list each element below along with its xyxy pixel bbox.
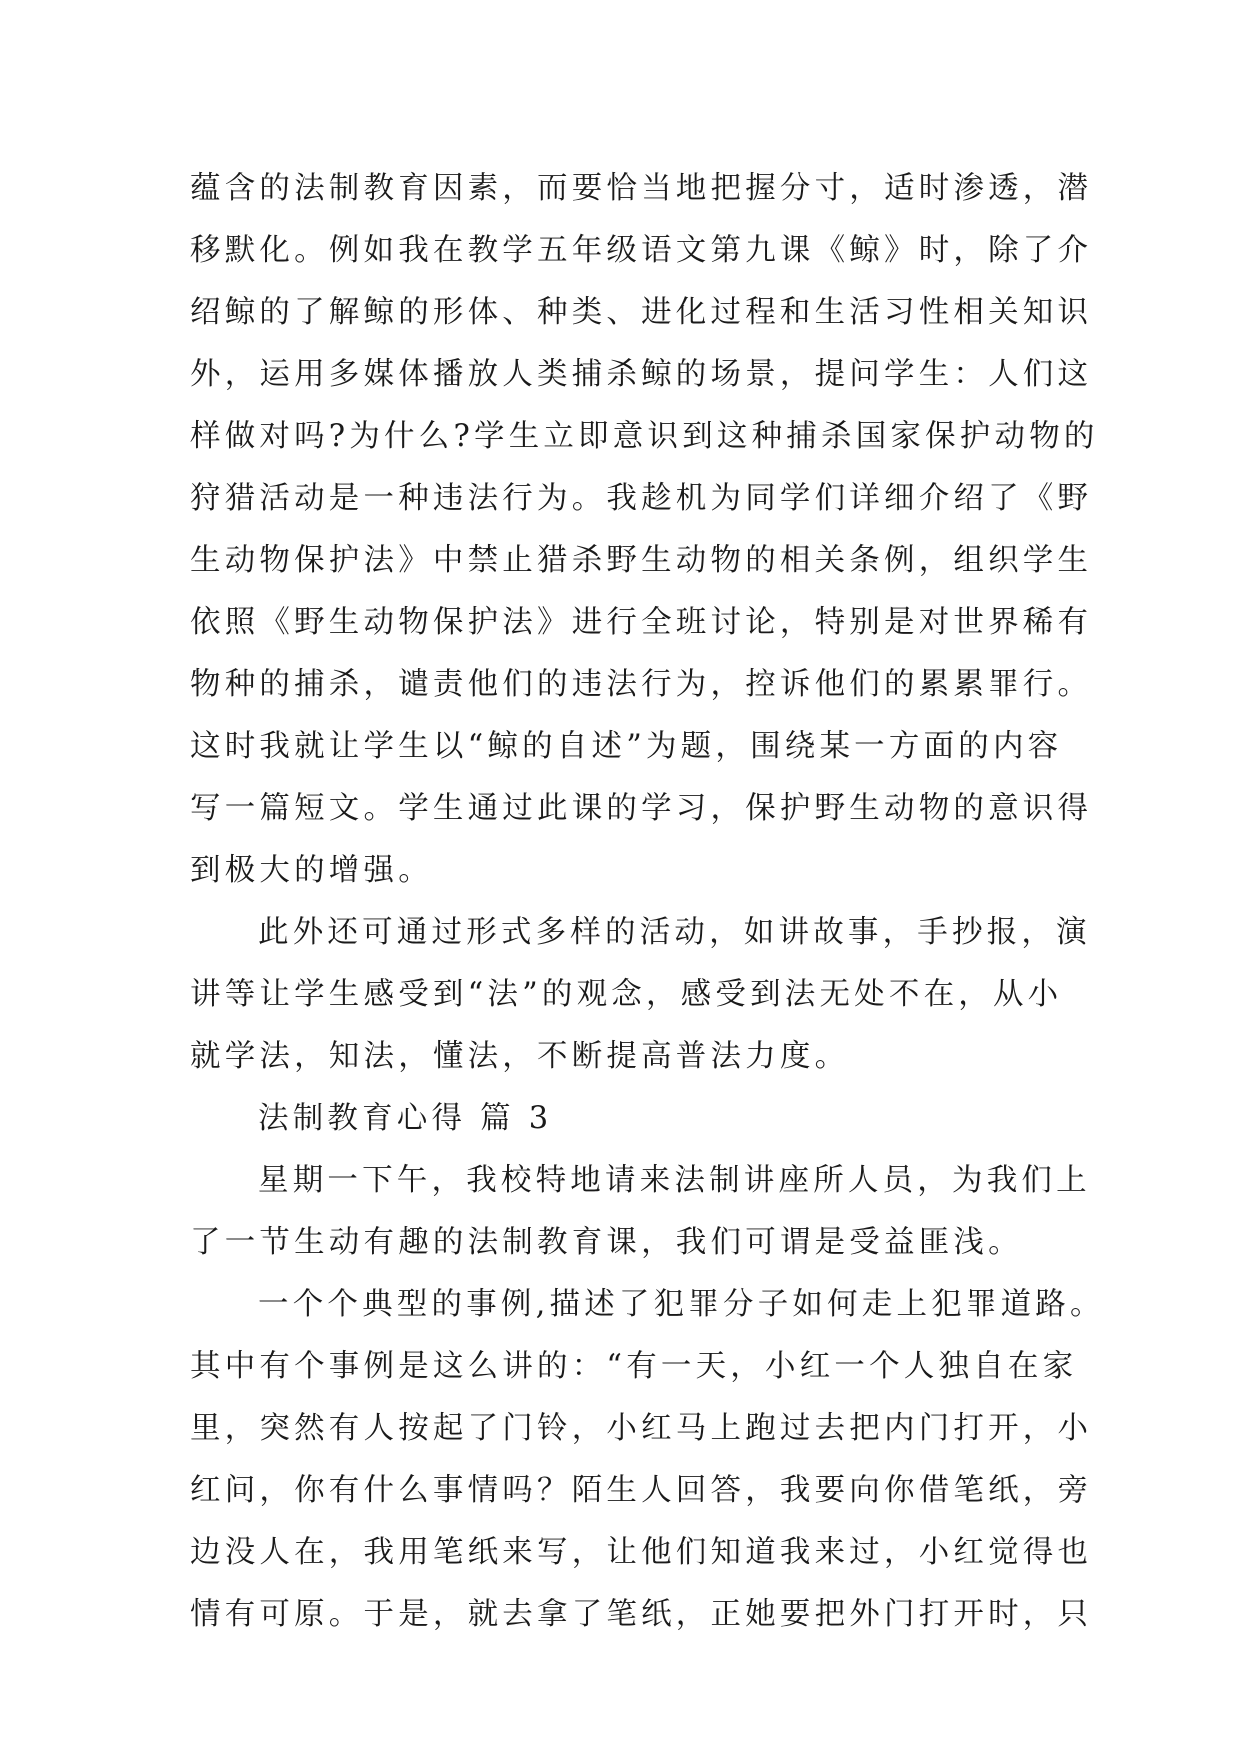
paragraph-start-line-19: 一个个典型的事例,描述了犯罪分子如何走上犯罪道路。 <box>258 1287 1105 1322</box>
section-heading: 法制教育心得 篇 3 <box>258 1101 553 1136</box>
text-line-6: 狩猎活动是一种违法行为。我趁机为同学们详细介绍了《野 <box>190 481 1093 516</box>
text-line-2: 移默化。例如我在教学五年级语文第九课《鲸》时，除了介 <box>190 233 1093 268</box>
text-line-4: 外，运用多媒体播放人类捕杀鲸的场景，提问学生：人们这 <box>190 357 1093 392</box>
text-line-8: 依照《野生动物保护法》进行全班讨论，特别是对世界稀有 <box>190 605 1093 640</box>
document-body <box>190 158 1105 1646</box>
text-line-18: 了一节生动有趣的法制教育课，我们可谓是受益匪浅。 <box>190 1225 1023 1260</box>
text-line-10: 这时我就让学生以“鲸的自述”为题，围绕某一方面的内容 <box>190 729 1063 764</box>
paragraph-start-line-17: 星期一下午，我校特地请来法制讲座所人员，为我们上 <box>258 1163 1091 1198</box>
text-line-23: 边没人在，我用笔纸来写，让他们知道我来过，小红觉得也 <box>190 1535 1093 1570</box>
text-line-11: 写一篇短文。学生通过此课的学习，保护野生动物的意识得 <box>190 791 1093 826</box>
text-line-9: 物种的捕杀，谴责他们的违法行为，控诉他们的累累罪行。 <box>190 667 1093 702</box>
text-line-12: 到极大的增强。 <box>190 853 433 888</box>
text-line-5: 样做对吗?为什么?学生立即意识到这种捕杀国家保护动物的 <box>190 419 1099 454</box>
text-line-21: 里，突然有人按起了门铃，小红马上跑过去把内门打开，小 <box>190 1411 1093 1446</box>
text-line-20: 其中有个事例是这么讲的：“有一天，小红一个人独自在家 <box>190 1349 1078 1384</box>
text-line-7: 生动物保护法》中禁止猎杀野生动物的相关条例，组织学生 <box>190 543 1093 578</box>
text-line-22: 红问，你有什么事情吗？陌生人回答，我要向你借笔纸，旁 <box>190 1473 1093 1508</box>
text-line-14: 讲等让学生感受到“法”的观念，感受到法无处不在，从小 <box>190 977 1063 1012</box>
text-line-24: 情有可原。于是，就去拿了笔纸，正她要把外门打开时，只 <box>190 1597 1093 1632</box>
text-line-3: 绍鲸的了解鲸的形体、种类、进化过程和生活习性相关知识 <box>190 295 1093 330</box>
paragraph-start-line-13: 此外还可通过形式多样的活动，如讲故事，手抄报，演 <box>258 915 1091 950</box>
text-line-15: 就学法，知法，懂法，不断提高普法力度。 <box>190 1039 850 1074</box>
text-line-1: 蕴含的法制教育因素，而要恰当地把握分寸，适时渗透，潜 <box>190 171 1093 206</box>
